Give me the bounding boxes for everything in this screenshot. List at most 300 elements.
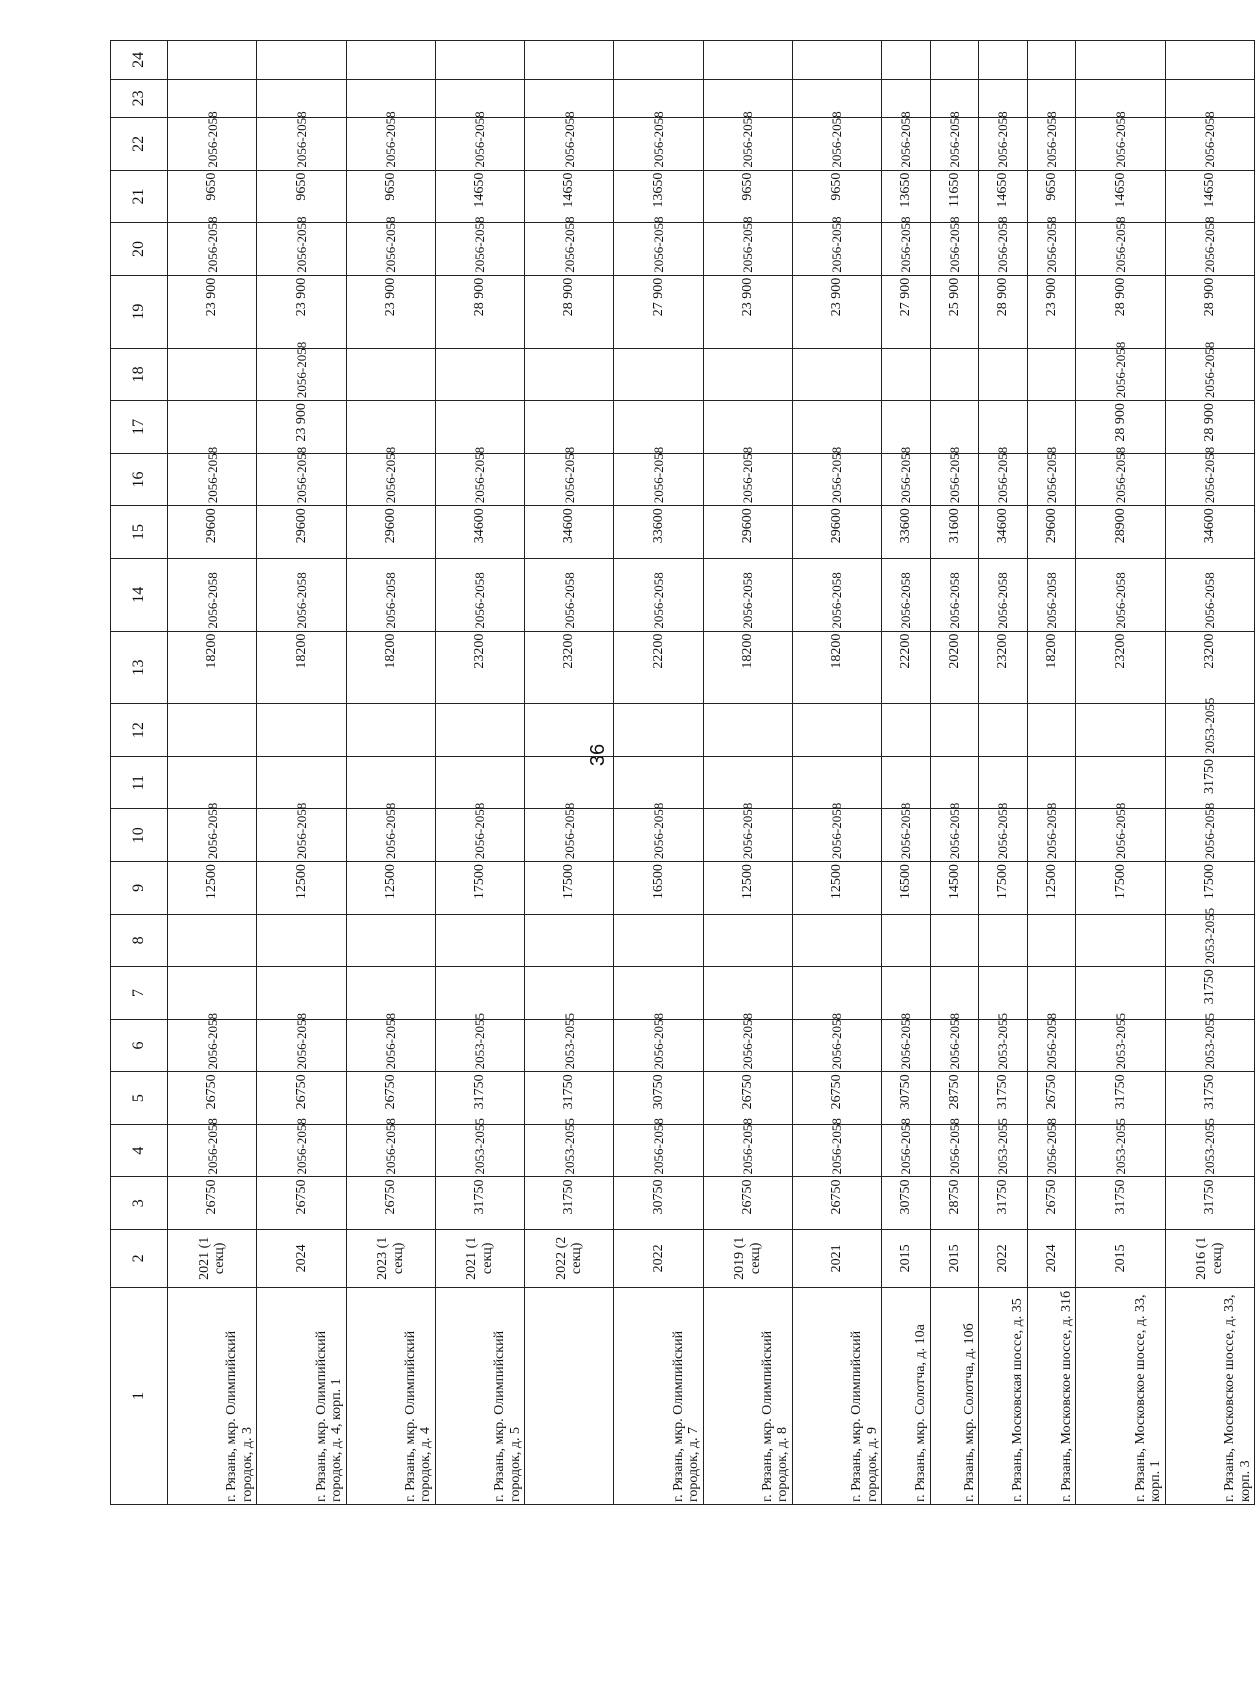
rotated-table-wrapper (110, 40, 1255, 1505)
column-header-10: 10 (111, 809, 168, 862)
table-cell: 18200 (792, 631, 881, 704)
table-cell: 28 900 (1165, 275, 1254, 348)
table-cell (1076, 914, 1165, 967)
column-header-21: 21 (111, 170, 168, 223)
table-cell: 2053-2055 (435, 1124, 524, 1177)
table-cell (614, 967, 703, 1020)
table-cell: 22200 (882, 631, 931, 704)
address-cell: г. Рязань, мкр. Олимпийский городок, д. 5 (435, 1287, 524, 1504)
table-cell: 23200 (979, 631, 1028, 704)
table-cell: 2056-2058 (882, 223, 931, 276)
column-header-1: 1 (111, 1287, 168, 1504)
table-cell: 26750 (792, 1072, 881, 1125)
table-row (257, 41, 346, 1505)
table-cell: 30750 (614, 1072, 703, 1125)
table-cell: 12500 (792, 862, 881, 915)
table-cell: 23 900 (1027, 275, 1076, 348)
year-cell: 2024 (1027, 1230, 1076, 1288)
table-cell (1076, 756, 1165, 809)
address-cell: г. Рязань, мкр. Олимпийский городок, д. 7 (614, 1287, 703, 1504)
column-header-3: 3 (111, 1177, 168, 1230)
table-cell (168, 401, 257, 454)
table-cell: 2056-2058 (1027, 118, 1076, 171)
table-cell: 12500 (346, 862, 435, 915)
column-header-13: 13 (111, 631, 168, 704)
table-cell (346, 967, 435, 1020)
table-cell (930, 914, 979, 967)
table-cell: 2056-2058 (257, 1124, 346, 1177)
table-cell: 30750 (614, 1177, 703, 1230)
table-cell: 2056-2058 (1027, 223, 1076, 276)
table-cell (435, 967, 524, 1020)
address-cell: г. Рязань, мкр. Олимпийский городок, д. 8 (703, 1287, 792, 1504)
table-cell: 31750 (1165, 1072, 1254, 1125)
table-cell: 13650 (614, 170, 703, 223)
table-cell: 2056-2058 (168, 223, 257, 276)
column-header-4: 4 (111, 1124, 168, 1177)
table-cell: 2056-2058 (346, 1124, 435, 1177)
table-cell: 23200 (435, 631, 524, 704)
table-cell: 2056-2058 (435, 809, 524, 862)
table-cell: 2056-2058 (979, 453, 1028, 506)
table-cell: 2056-2058 (1165, 348, 1254, 401)
table-cell: 2056-2058 (435, 453, 524, 506)
table-row (979, 41, 1028, 1505)
table-cell: 31600 (930, 506, 979, 559)
table-cell (168, 348, 257, 401)
table-cell (930, 41, 979, 80)
table-cell: 2056-2058 (346, 453, 435, 506)
year-cell: 2019 (1 секц) (703, 1230, 792, 1288)
table-cell: 2053-2055 (979, 1019, 1028, 1072)
table-cell (882, 41, 931, 80)
year-cell: 2021 (792, 1230, 881, 1288)
table-cell (703, 704, 792, 757)
table-cell: 26750 (346, 1177, 435, 1230)
table-row (930, 41, 979, 1505)
table-cell (257, 914, 346, 967)
table-cell (882, 704, 931, 757)
table-cell (525, 756, 614, 809)
table-cell (703, 41, 792, 80)
table-cell: 2056-2058 (614, 1019, 703, 1072)
column-header-24: 24 (111, 41, 168, 80)
table-cell (614, 914, 703, 967)
table-cell: 28 900 (1076, 275, 1165, 348)
table-cell: 2056-2058 (257, 1019, 346, 1072)
table-cell (168, 704, 257, 757)
table-cell: 31750 (435, 1177, 524, 1230)
year-cell: 2021 (1 секц) (168, 1230, 257, 1288)
table-cell: 2056-2058 (792, 558, 881, 631)
table-cell: 29600 (346, 506, 435, 559)
table-cell (614, 401, 703, 454)
table-cell (979, 914, 1028, 967)
table-cell (525, 348, 614, 401)
table-cell: 31750 (1076, 1177, 1165, 1230)
table-cell: 2056-2058 (1027, 1019, 1076, 1072)
table-cell: 2056-2058 (1165, 558, 1254, 631)
table-cell: 30750 (882, 1072, 931, 1125)
table-cell: 2056-2058 (930, 453, 979, 506)
table-cell (703, 967, 792, 1020)
table-cell: 33600 (882, 506, 931, 559)
table-cell: 2056-2058 (703, 1124, 792, 1177)
address-cell: г. Рязань, мкр. Олимпийский городок, д. 4 (346, 1287, 435, 1504)
table-cell: 31750 (1165, 967, 1254, 1020)
table-cell: 23200 (1165, 631, 1254, 704)
table-cell (525, 704, 614, 757)
table-cell: 18200 (703, 631, 792, 704)
table-cell: 2053-2055 (1165, 1124, 1254, 1177)
table-cell: 2053-2055 (525, 1019, 614, 1072)
table-cell (1076, 41, 1165, 80)
table-cell: 2056-2058 (1076, 558, 1165, 631)
table-cell: 2056-2058 (346, 118, 435, 171)
table-cell: 31750 (1165, 1177, 1254, 1230)
table-cell: 2053-2055 (435, 1019, 524, 1072)
address-cell: г. Рязань, мкр. Солотча, д. 10б (930, 1287, 979, 1504)
table-cell: 9650 (703, 170, 792, 223)
year-cell: 2021 (1 секц) (435, 1230, 524, 1288)
table-cell: 2053-2055 (1165, 704, 1254, 757)
table-cell: 2056-2058 (979, 809, 1028, 862)
column-header-16: 16 (111, 453, 168, 506)
table-cell (346, 41, 435, 80)
table-cell: 2056-2058 (614, 1124, 703, 1177)
table-cell: 2056-2058 (703, 1019, 792, 1072)
address-cell: г. Рязань, Московское шоссе, д. 33, корп. 3 (1165, 1287, 1254, 1504)
table-cell (979, 401, 1028, 454)
table-cell: 2053-2055 (1165, 914, 1254, 967)
table-cell (792, 967, 881, 1020)
table-cell: 2056-2058 (930, 809, 979, 862)
table-cell (614, 41, 703, 80)
table-cell: 28 900 (979, 275, 1028, 348)
column-header-18: 18 (111, 348, 168, 401)
address-cell: г. Рязань, Московское шоссе, д. 31б (1027, 1287, 1076, 1504)
table-cell (930, 704, 979, 757)
table-cell: 13650 (882, 170, 931, 223)
table-cell (168, 967, 257, 1020)
table-cell: 2056-2058 (435, 558, 524, 631)
table-cell: 2056-2058 (792, 118, 881, 171)
table-cell (930, 401, 979, 454)
table-row (435, 41, 524, 1505)
table-cell: 29600 (257, 506, 346, 559)
table-cell: 2056-2058 (614, 453, 703, 506)
table-cell: 26750 (792, 1177, 881, 1230)
table-cell: 2053-2055 (1076, 1124, 1165, 1177)
table-cell: 2056-2058 (1076, 809, 1165, 862)
table-cell: 2053-2055 (1076, 1019, 1165, 1072)
table-cell (1027, 967, 1076, 1020)
table-cell: 34600 (525, 506, 614, 559)
table-cell (703, 914, 792, 967)
table-cell: 23 900 (346, 275, 435, 348)
column-header-9: 9 (111, 862, 168, 915)
table-cell (346, 914, 435, 967)
table-cell: 34600 (979, 506, 1028, 559)
table-cell: 2056-2058 (1076, 453, 1165, 506)
table-cell: 23200 (525, 631, 614, 704)
table-cell: 31750 (435, 1072, 524, 1125)
table-cell: 2056-2058 (930, 1124, 979, 1177)
table-cell: 12500 (1027, 862, 1076, 915)
table-cell: 18200 (346, 631, 435, 704)
table-cell: 29600 (168, 506, 257, 559)
table-cell (614, 348, 703, 401)
table-cell (435, 914, 524, 967)
table-cell (1076, 967, 1165, 1020)
table-cell: 14650 (1165, 170, 1254, 223)
column-header-5: 5 (111, 1072, 168, 1125)
table-row (703, 41, 792, 1505)
table-cell: 26750 (1027, 1177, 1076, 1230)
table-cell: 26750 (346, 1072, 435, 1125)
year-cell: 2022 (979, 1230, 1028, 1288)
table-cell: 34600 (435, 506, 524, 559)
table-cell (792, 756, 881, 809)
table-cell: 2056-2058 (346, 558, 435, 631)
table-cell: 14650 (525, 170, 614, 223)
table-cell: 28 900 (1165, 401, 1254, 454)
table-cell (346, 704, 435, 757)
table-cell (1027, 756, 1076, 809)
table-cell: 9650 (168, 170, 257, 223)
table-row (168, 41, 257, 1505)
table-cell: 2056-2058 (1165, 118, 1254, 171)
table-row (792, 41, 881, 1505)
table-cell: 31750 (1165, 756, 1254, 809)
table-cell (257, 756, 346, 809)
table-cell: 2056-2058 (979, 223, 1028, 276)
table-cell (525, 401, 614, 454)
table-cell (257, 967, 346, 1020)
column-header-2: 2 (111, 1230, 168, 1288)
table-cell (435, 401, 524, 454)
table-cell: 28 900 (525, 275, 614, 348)
address-cell: г. Рязань, мкр. Олимпийский городок, д. 4, корп. 1 (257, 1287, 346, 1504)
table-cell: 18200 (168, 631, 257, 704)
table-cell: 34600 (1165, 506, 1254, 559)
table-cell: 27 900 (614, 275, 703, 348)
table-cell: 31750 (1076, 1072, 1165, 1125)
table-cell (346, 756, 435, 809)
address-cell: г. Рязань, Московское шоссе, д. 33, корп. 1 (1076, 1287, 1165, 1504)
table-cell: 31750 (979, 1072, 1028, 1125)
table-cell (1027, 348, 1076, 401)
table-cell (792, 914, 881, 967)
table-cell: 29600 (703, 506, 792, 559)
table-cell: 2056-2058 (882, 558, 931, 631)
table-cell (525, 914, 614, 967)
table-cell: 2056-2058 (1027, 809, 1076, 862)
table-cell: 25 900 (930, 275, 979, 348)
table-cell (979, 756, 1028, 809)
column-header-7: 7 (111, 967, 168, 1020)
table-cell: 9650 (346, 170, 435, 223)
column-header-23: 23 (111, 79, 168, 117)
table-cell: 2056-2058 (614, 118, 703, 171)
table-row (1027, 41, 1076, 1505)
table-cell: 2056-2058 (979, 558, 1028, 631)
table-cell: 2056-2058 (882, 1019, 931, 1072)
table-cell: 2056-2058 (257, 453, 346, 506)
table-cell (930, 756, 979, 809)
table-cell: 11650 (930, 170, 979, 223)
table-cell: 2056-2058 (168, 809, 257, 862)
table-cell: 2056-2058 (930, 558, 979, 631)
table-cell: 26750 (168, 1072, 257, 1125)
table-cell: 2056-2058 (703, 809, 792, 862)
table-cell: 23 900 (168, 275, 257, 348)
year-cell: 2022 (614, 1230, 703, 1288)
table-cell: 20200 (930, 631, 979, 704)
address-cell: г. Рязань, мкр. Олимпийский городок, д. 3 (168, 1287, 257, 1504)
table-row (882, 41, 931, 1505)
table-cell: 31750 (525, 1072, 614, 1125)
column-header-22: 22 (111, 118, 168, 171)
table-cell (792, 401, 881, 454)
column-header-12: 12 (111, 704, 168, 757)
table-cell: 17500 (979, 862, 1028, 915)
table-cell: 2056-2058 (882, 118, 931, 171)
column-header-19: 19 (111, 275, 168, 348)
table-cell (979, 967, 1028, 1020)
column-header-11: 11 (111, 756, 168, 809)
table-cell: 2056-2058 (614, 809, 703, 862)
table-cell: 2056-2058 (168, 453, 257, 506)
table-cell: 23 900 (792, 275, 881, 348)
table-cell: 2056-2058 (257, 118, 346, 171)
table-cell: 16500 (614, 862, 703, 915)
table-cell (168, 756, 257, 809)
table-cell: 2056-2058 (346, 1019, 435, 1072)
table-cell: 2056-2058 (525, 453, 614, 506)
table-cell: 2056-2058 (1165, 453, 1254, 506)
table-cell: 14650 (979, 170, 1028, 223)
table-cell: 29600 (792, 506, 881, 559)
year-cell: 2016 (1 секц) (1165, 1230, 1254, 1288)
table-cell: 2056-2058 (168, 1124, 257, 1177)
table-cell: 2056-2058 (1027, 1124, 1076, 1177)
table-cell: 2056-2058 (346, 223, 435, 276)
header-row (111, 41, 168, 1505)
table-cell: 9650 (257, 170, 346, 223)
table-cell: 2056-2058 (792, 223, 881, 276)
table-cell: 18200 (257, 631, 346, 704)
table-cell: 14500 (930, 862, 979, 915)
table-cell (1027, 704, 1076, 757)
table-row (346, 41, 435, 1505)
table-cell: 2056-2058 (1076, 223, 1165, 276)
table-cell: 2056-2058 (882, 453, 931, 506)
table-cell (979, 41, 1028, 80)
table-cell: 2056-2058 (346, 809, 435, 862)
table-cell: 26750 (168, 1177, 257, 1230)
table-cell (1165, 41, 1254, 80)
table-cell: 2056-2058 (435, 223, 524, 276)
table-cell (614, 756, 703, 809)
table-cell (1076, 704, 1165, 757)
table-cell: 14650 (1076, 170, 1165, 223)
table-cell: 2056-2058 (703, 453, 792, 506)
table-cell: 2056-2058 (614, 223, 703, 276)
table-row (525, 41, 614, 1505)
table-cell (882, 914, 931, 967)
table-cell: 30750 (882, 1177, 931, 1230)
table-cell: 2056-2058 (1027, 453, 1076, 506)
column-header-14: 14 (111, 558, 168, 631)
column-header-20: 20 (111, 223, 168, 276)
table-cell: 26750 (703, 1072, 792, 1125)
table-cell: 14650 (435, 170, 524, 223)
table-cell: 12500 (168, 862, 257, 915)
table-cell: 2056-2058 (257, 809, 346, 862)
table-cell (792, 704, 881, 757)
year-cell: 2022 (2 секц) (525, 1230, 614, 1288)
table-cell: 23 900 (257, 275, 346, 348)
table-cell: 2053-2055 (1165, 1019, 1254, 1072)
table-cell: 2056-2058 (168, 1019, 257, 1072)
table-cell (930, 967, 979, 1020)
table-cell: 2056-2058 (882, 809, 931, 862)
table-cell (435, 756, 524, 809)
table-cell (930, 348, 979, 401)
table-cell: 2056-2058 (882, 1124, 931, 1177)
table-cell (882, 967, 931, 1020)
table-cell (525, 967, 614, 1020)
table-cell (435, 41, 524, 80)
table-cell: 16500 (882, 862, 931, 915)
table-cell: 9650 (792, 170, 881, 223)
table-cell: 2056-2058 (525, 558, 614, 631)
table-cell (168, 914, 257, 967)
table-cell: 2056-2058 (614, 558, 703, 631)
table-cell: 2056-2058 (168, 118, 257, 171)
table-cell: 2053-2055 (979, 1124, 1028, 1177)
table-cell: 2056-2058 (168, 558, 257, 631)
column-header-15: 15 (111, 506, 168, 559)
table-cell: 2056-2058 (792, 1124, 881, 1177)
table-cell: 17500 (525, 862, 614, 915)
year-cell: 2015 (882, 1230, 931, 1288)
table-cell: 33600 (614, 506, 703, 559)
table-row (614, 41, 703, 1505)
table-cell (979, 704, 1028, 757)
table-cell: 12500 (703, 862, 792, 915)
table-cell (257, 41, 346, 80)
table-cell: 12500 (257, 862, 346, 915)
table-cell: 17500 (1076, 862, 1165, 915)
table-cell (703, 348, 792, 401)
address-cell: г. Рязань, мкр. Солотча, д. 10а (882, 1287, 931, 1504)
table-cell (525, 41, 614, 80)
table-cell (1027, 401, 1076, 454)
table-cell: 28750 (930, 1072, 979, 1125)
table-cell (792, 41, 881, 80)
table-cell: 26750 (1027, 1072, 1076, 1125)
year-cell: 2015 (1076, 1230, 1165, 1288)
table-cell: 2053-2055 (525, 1124, 614, 1177)
data-table (110, 40, 1255, 1505)
table-cell: 2056-2058 (257, 558, 346, 631)
table-cell: 2056-2058 (257, 223, 346, 276)
table-row (1076, 41, 1165, 1505)
table-cell: 17500 (1165, 862, 1254, 915)
table-cell: 26750 (257, 1177, 346, 1230)
